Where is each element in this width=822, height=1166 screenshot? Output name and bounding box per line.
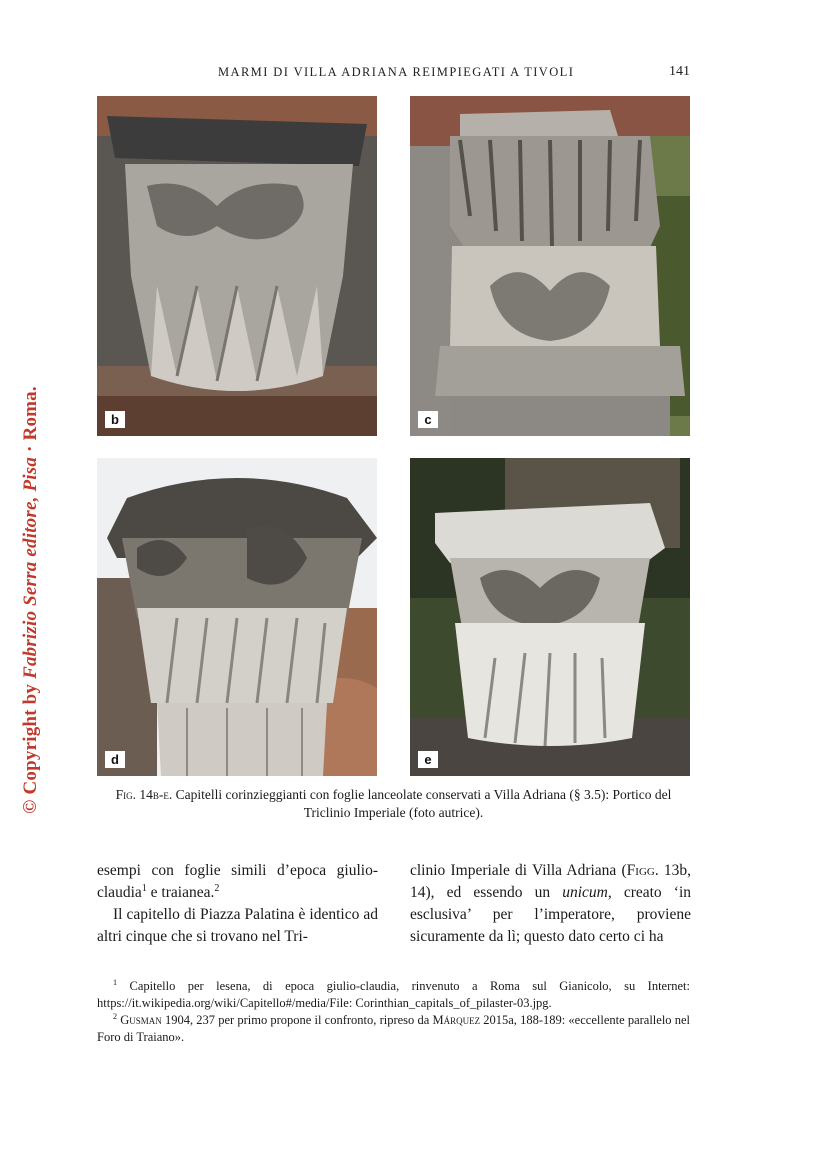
emphasis-text: unicum — [562, 884, 608, 901]
figure-caption — [97, 786, 690, 822]
figure-caption-text: Capitelli corinzieggianti con foglie lanceolate conservati a Villa Adriana (§ 3.5): Portico del Triclinio Imperiale (foto autrice). — [172, 787, 672, 820]
footnote-author: Gusman — [120, 1013, 162, 1027]
figure-reference: Figg. — [626, 862, 659, 879]
footnote-number: 2 — [113, 1011, 118, 1021]
body-text: e traianea. — [146, 884, 215, 901]
capital-photo-e — [410, 458, 690, 776]
footnote-author: Márquez — [432, 1013, 481, 1027]
body-column-right — [410, 860, 691, 948]
copyright-publisher: Fabrizio Serra editore, Pisa — [20, 456, 41, 679]
body-text: 13b, 14), ed essendo un — [410, 862, 692, 901]
figure-photo-b — [97, 96, 377, 436]
footnote-2 — [97, 1012, 690, 1046]
footnote-ref: 2 — [214, 882, 220, 894]
footnote-text: 2015a, 188-189: «eccellente parallelo nel Foro di Traiano». — [97, 1013, 690, 1044]
body-paragraph: Il capitello di Piazza Palatina è identico ad altri cinque che si trovano nel Tri- — [97, 906, 378, 945]
copyright-prefix: © Copyright by — [20, 678, 41, 814]
body-column-left — [97, 860, 378, 948]
figure-caption-label: Fig. 14b-e. — [115, 787, 173, 802]
body-text: clinio Imperiale di Villa Adriana ( — [410, 862, 627, 879]
footnote-1 — [97, 978, 690, 1012]
figure-photo-d — [97, 458, 377, 776]
copyright-notice — [20, 386, 42, 814]
page-number: 141 — [669, 64, 690, 79]
capital-photo-d — [97, 458, 377, 776]
footnote-text: Capitello per lesena, di epoca giulio-claudia, rinvenuto a Roma sul Gianicolo, su Internet: https://it.wikipedia.org/wiki/Capitello#/media/File: Corinthian_capitals_of_pilaster-03.jpg. — [97, 979, 690, 1010]
footnote-text: 1904, 237 per primo propone il confronto, ripreso da — [161, 1013, 433, 1027]
figure-photo-c — [410, 96, 690, 436]
capital-photo-c — [410, 96, 690, 436]
copyright-suffix: · Roma. — [20, 386, 41, 457]
running-head: MARMI DI VILLA ADRIANA REIMPIEGATI A TIVOLI — [218, 65, 575, 79]
panel-label-b: b — [105, 411, 125, 428]
figure-photo-e — [410, 458, 690, 776]
body-paragraph — [97, 860, 378, 904]
panel-label-d: d — [105, 751, 125, 768]
footnotes — [97, 978, 690, 1046]
footnote-number: 1 — [113, 977, 118, 987]
capital-photo-b — [97, 96, 377, 436]
panel-label-e: e — [418, 751, 438, 768]
panel-label-c: c — [418, 411, 438, 428]
body-text: esempi con foglie simili d’epoca giulio-claudia — [97, 862, 378, 901]
body-paragraph — [410, 860, 691, 948]
body-text: , creato ‘in esclusiva’ per l’imperatore, proviene sicuramente da lì; questo dato certo ci ha — [410, 884, 691, 945]
footnote-ref: 1 — [141, 882, 147, 894]
